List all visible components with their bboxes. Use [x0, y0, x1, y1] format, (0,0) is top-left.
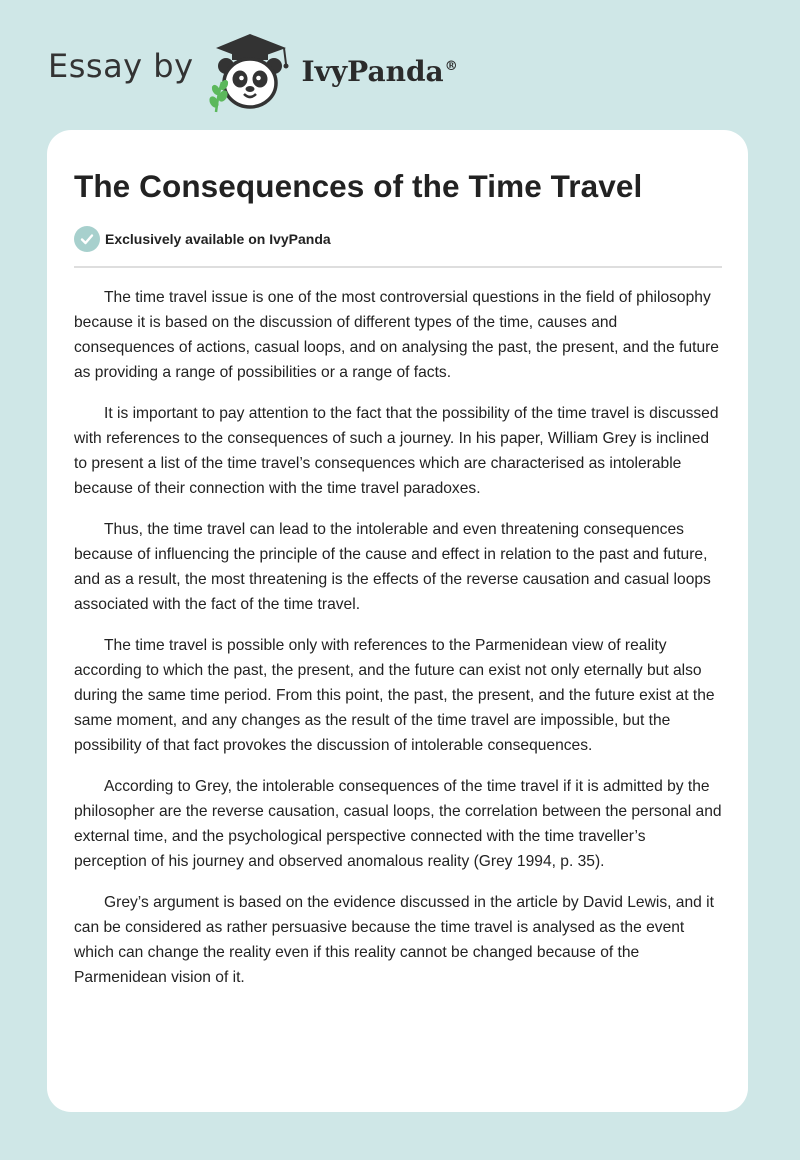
brand-name: IvyPanda®: [301, 54, 458, 88]
essay-body: [74, 285, 722, 990]
essay-title: The Consequences of the Time Travel: [74, 168, 643, 204]
paragraph: Grey’s argument is based on the evidence discussed in the article by David Lewis, and it can be considered as rather persuasive because the time travel is analysed as the event which can change the reality even if this reality cannot be changed because of the Parmenidean vision of it.: [74, 894, 714, 986]
brand-prefix: Essay by: [48, 47, 194, 85]
title-divider: [74, 266, 722, 268]
exclusive-label: Exclusively available on IvyPanda: [105, 231, 331, 247]
panda-graduate-icon: [206, 30, 298, 114]
brand-header[interactable]: [48, 30, 458, 114]
paragraph: The time travel is possible only with references to the Parmenidean view of reality according to which the past, the present, and the future can exist not only eternally but also during the same time period. From this point, the past, the present, and the future exist at the same moment, and any changes as the result of the time travel are impossible, but the possibility of that fact provokes the discussion of intolerable consequences.: [74, 637, 715, 754]
paragraph: The time travel issue is one of the most controversial questions in the field of philosophy because it is based on the discussion of different types of the time, causes and consequences of actions, casual loops, and on analysing the past, the present, and the future as providing a range of possibilities or a range of facts.: [74, 289, 719, 381]
paragraph: Thus, the time travel can lead to the intolerable and even threatening consequences because of influencing the principle of the cause and effect in relation to the past and future, and as a result, the most threatening is the effects of the reverse causation and casual loops associated with the fact of the time travel.: [74, 521, 711, 613]
paragraph: According to Grey, the intolerable consequences of the time travel if it is admitted by the philosopher are the reverse causation, casual loops, the correlation between the personal and external time, and the psychological perspective connected with the time traveller’s perception of his journey and observed anomalous reality (Grey 1994, p. 35).: [74, 778, 722, 870]
exclusive-badge: [74, 226, 722, 252]
essay-card: [47, 130, 748, 1112]
check-icon: [74, 226, 100, 252]
paragraph: It is important to pay attention to the fact that the possibility of the time travel is discussed with references to the consequences of such a journey. In his paper, William Grey is inclined to present a list of the time travel’s consequences which are characterised as intolerable because of their connection with the time travel paradoxes.: [74, 405, 719, 497]
